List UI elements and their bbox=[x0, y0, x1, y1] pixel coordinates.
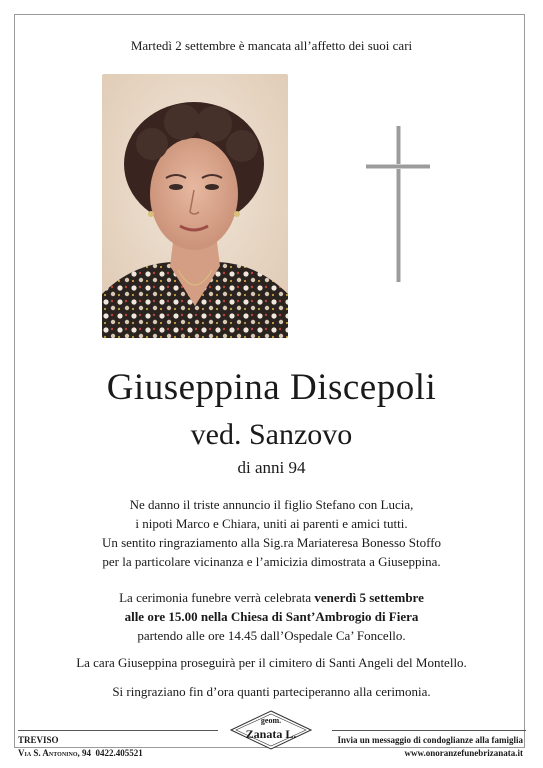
portrait-photo bbox=[102, 74, 288, 338]
ceremony-line-1 bbox=[0, 588, 543, 607]
ceremony-text bbox=[0, 588, 543, 645]
announcement-line: Un sentito ringraziamento alla Sig.ra Mariateresa Bonesso Stoffo bbox=[101, 535, 442, 550]
age: di anni 94 bbox=[237, 458, 306, 477]
phone: 0422.405521 bbox=[95, 748, 143, 758]
burial-text: La cara Giuseppina proseguirà per il cimitero di Santi Angeli del Montello. bbox=[76, 655, 467, 670]
website-link[interactable]: www.onoranzefunebrizanata.it bbox=[404, 748, 523, 758]
ceremony-departure: partendo alle ore 14.45 dall’Ospedale Ca’ Foncello. bbox=[137, 628, 406, 643]
condolence-info bbox=[337, 734, 523, 760]
address: Via S. Antonino, 94 bbox=[18, 748, 91, 758]
married-name: ved. Sanzovo bbox=[190, 418, 353, 451]
footer-divider-right bbox=[332, 730, 526, 731]
announcement-line: Ne danno il triste annuncio il figlio Stefano con Lucia, bbox=[129, 497, 414, 512]
announcement-text bbox=[0, 495, 543, 571]
announcement-line: i nipoti Marco e Chiara, uniti ai parenti e amici tutti. bbox=[135, 516, 408, 531]
announcement-line: per la particolare vicinanza e l’amicizia dimostrata a Giuseppina. bbox=[102, 554, 441, 569]
city: TREVISO bbox=[18, 735, 59, 745]
ceremony-time-place: alle ore 15.00 nella Chiesa di Sant’Ambrogio di Fiera bbox=[124, 609, 419, 624]
funeral-home-contact bbox=[18, 734, 143, 760]
cross-icon bbox=[362, 124, 434, 284]
footer-divider-left bbox=[18, 730, 218, 731]
logo-name: Zanata L. bbox=[245, 727, 297, 741]
funeral-home-logo bbox=[230, 710, 312, 750]
ceremony-date: venerdì 5 settembre bbox=[314, 590, 424, 605]
logo-title: geom. bbox=[260, 716, 282, 725]
condolence-message: Invia un messaggio di condoglianze alla famiglia bbox=[337, 735, 523, 745]
deceased-name: Giuseppina Discepoli bbox=[106, 367, 437, 408]
death-date-header: Martedì 2 settembre è mancata all’affetto dei suoi cari bbox=[130, 38, 413, 53]
thanks-text: Si ringraziano fin d’ora quanti parteciperanno alla cerimonia. bbox=[112, 684, 431, 699]
ceremony-intro: La cerimonia funebre verrà celebrata bbox=[119, 590, 315, 605]
